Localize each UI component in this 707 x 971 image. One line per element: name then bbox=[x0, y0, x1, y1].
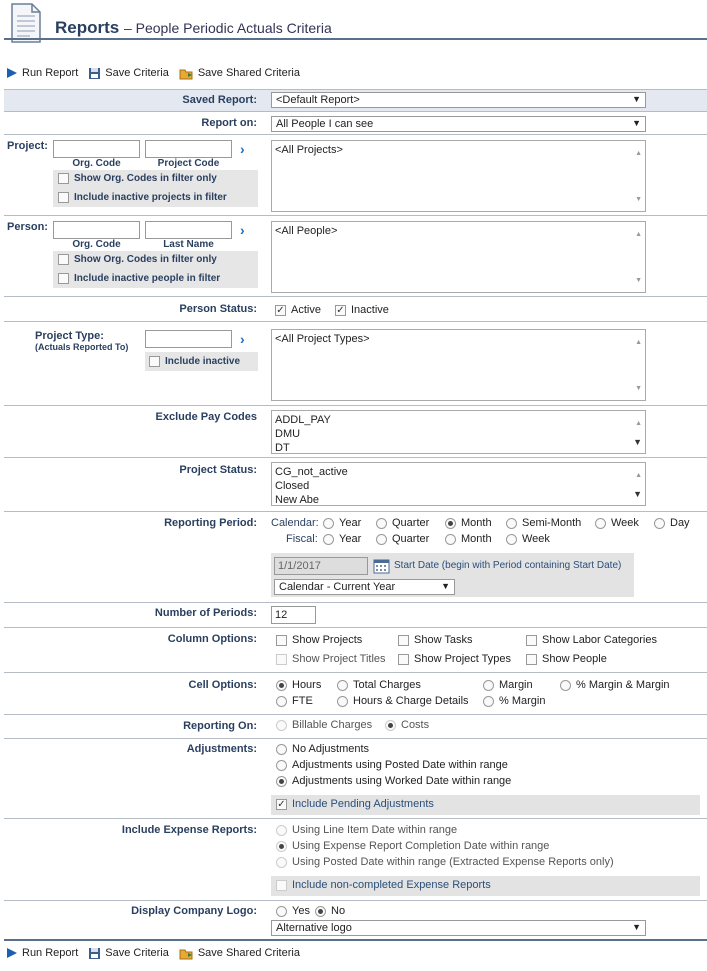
calendar-year-radio[interactable]: Year bbox=[323, 517, 361, 529]
cell-total-charges-radio[interactable]: Total Charges bbox=[337, 679, 421, 691]
cell-options-label: Cell Options: bbox=[188, 679, 257, 691]
play-icon bbox=[6, 947, 18, 959]
fiscal-month-radio[interactable]: Month bbox=[445, 533, 492, 545]
project-org-code-input[interactable] bbox=[53, 140, 140, 158]
scroll-down-icon: ▼ bbox=[635, 196, 642, 203]
saved-report-label: Saved Report: bbox=[182, 94, 257, 106]
run-report-button[interactable]: Run Report bbox=[6, 67, 78, 79]
calendar-quarter-radio[interactable]: Quarter bbox=[376, 517, 429, 529]
pay-codes-listbox[interactable] bbox=[271, 410, 646, 454]
calendar-icon[interactable] bbox=[373, 558, 390, 574]
project-status-label: Project Status: bbox=[179, 464, 257, 476]
person-org-code-input[interactable] bbox=[53, 221, 140, 239]
logo-no-radio[interactable]: No bbox=[315, 905, 345, 917]
floppy-disk-icon bbox=[88, 947, 101, 960]
cell-pct-margin-margin-radio[interactable]: % Margin & Margin bbox=[560, 679, 670, 691]
project-type-include-inactive-checkbox[interactable]: Include inactive bbox=[149, 356, 240, 367]
person-listbox[interactable]: <All People> ▲ ▼ bbox=[271, 221, 646, 293]
project-org-code-caption: Org. Code bbox=[72, 158, 121, 169]
billable-charges-radio[interactable]: Billable Charges bbox=[276, 719, 372, 731]
project-listbox[interactable]: <All Projects> ▲ ▼ bbox=[271, 140, 646, 212]
scroll-up-icon: ▲ bbox=[635, 150, 642, 157]
show-project-titles-checkbox[interactable]: Show Project Titles bbox=[276, 653, 386, 665]
alternative-logo-select[interactable]: Alternative logo ▼ bbox=[271, 920, 646, 936]
person-status-inactive-checkbox[interactable]: ✓ Inactive bbox=[336, 304, 389, 316]
fiscal-week-radio[interactable]: Week bbox=[506, 533, 550, 545]
project-type-input[interactable] bbox=[145, 330, 232, 348]
num-periods-label: Number of Periods: bbox=[154, 607, 257, 619]
chevron-down-icon: ▼ bbox=[441, 581, 450, 591]
project-type-label: Project Type: bbox=[35, 330, 104, 342]
adjustments-label: Adjustments: bbox=[186, 743, 257, 755]
project-type-listbox[interactable]: <All Project Types> ▲ ▼ bbox=[271, 329, 646, 401]
person-label: Person: bbox=[7, 221, 48, 233]
cell-pct-margin-radio[interactable]: % Margin bbox=[483, 695, 545, 707]
scroll-up-icon: ▲ bbox=[635, 231, 642, 238]
cell-hours-charge-details-radio[interactable]: Hours & Charge Details bbox=[337, 695, 469, 707]
person-status-active-checkbox[interactable]: ✓ Active bbox=[276, 304, 321, 316]
column-options-label: Column Options: bbox=[167, 633, 257, 645]
saved-report-select[interactable]: <Default Report> ▼ bbox=[271, 92, 646, 108]
adjustments-worked-date-radio[interactable]: Adjustments using Worked Date within range bbox=[276, 775, 511, 787]
logo-yes-radio[interactable]: Yes bbox=[276, 905, 310, 917]
fiscal-quarter-radio[interactable]: Quarter bbox=[376, 533, 429, 545]
report-on-select[interactable]: All People I can see ▼ bbox=[271, 116, 646, 132]
num-periods-input[interactable]: 12 bbox=[271, 606, 316, 624]
fiscal-year-radio[interactable]: Year bbox=[323, 533, 361, 545]
project-type-go-arrow-icon[interactable]: › bbox=[240, 331, 245, 347]
adjustments-posted-date-radio[interactable]: Adjustments using Posted Date within range bbox=[276, 759, 508, 771]
show-labor-categories-checkbox[interactable]: Show Labor Categories bbox=[526, 634, 657, 646]
include-inactive-projects-checkbox[interactable]: Include inactive projects in filter bbox=[58, 192, 227, 203]
scroll-down-icon: ▼ bbox=[635, 277, 642, 284]
show-projects-checkbox[interactable]: Show Projects bbox=[276, 634, 362, 646]
shared-folder-icon bbox=[179, 947, 194, 960]
report-on-label: Report on: bbox=[201, 117, 257, 129]
project-label: Project: bbox=[7, 140, 48, 152]
chevron-down-icon: ▼ bbox=[632, 922, 641, 932]
show-org-codes-person-checkbox[interactable]: Show Org. Codes in filter only bbox=[58, 254, 217, 265]
person-status-label: Person Status: bbox=[179, 303, 257, 315]
calendar-semimonth-radio[interactable]: Semi-Month bbox=[506, 517, 581, 529]
cell-margin-radio[interactable]: Margin bbox=[483, 679, 533, 691]
company-logo-label: Display Company Logo: bbox=[131, 905, 257, 917]
list-item[interactable]: ADDL_PAY bbox=[275, 414, 331, 426]
scroll-down-icon: ▼ bbox=[633, 437, 642, 447]
show-tasks-checkbox[interactable]: Show Tasks bbox=[398, 634, 473, 646]
scroll-up-icon: ▲ bbox=[635, 472, 642, 479]
show-people-checkbox[interactable]: Show People bbox=[526, 653, 607, 665]
calendar-month-radio[interactable]: Month bbox=[445, 517, 492, 529]
project-code-input[interactable] bbox=[145, 140, 232, 158]
include-non-completed-expense-checkbox[interactable]: Include non-completed Expense Reports bbox=[276, 879, 491, 891]
include-pending-adjustments-checkbox[interactable]: ✓ Include Pending Adjustments bbox=[277, 798, 434, 810]
fiscal-label: Fiscal: bbox=[286, 533, 318, 545]
header-divider bbox=[4, 38, 707, 40]
scroll-up-icon: ▲ bbox=[635, 339, 642, 346]
page-title: Reports – People Periodic Actuals Criteria bbox=[55, 18, 332, 37]
project-go-arrow-icon[interactable]: › bbox=[240, 141, 245, 157]
list-item[interactable]: DT bbox=[275, 442, 290, 454]
period-select[interactable]: Calendar - Current Year ▼ bbox=[274, 579, 455, 595]
list-item[interactable]: CG_not_active bbox=[275, 466, 348, 478]
start-date-note: Start Date (begin with Period containing Start Date) bbox=[394, 560, 622, 571]
list-item[interactable]: DMU bbox=[275, 428, 301, 440]
chevron-down-icon: ▼ bbox=[632, 94, 641, 104]
no-adjustments-radio[interactable]: No Adjustments bbox=[276, 743, 369, 755]
play-icon bbox=[6, 67, 18, 79]
scroll-down-icon: ▼ bbox=[633, 489, 642, 499]
cell-fte-radio[interactable]: FTE bbox=[276, 695, 313, 707]
project-status-listbox[interactable] bbox=[271, 462, 646, 506]
person-last-name-input[interactable] bbox=[145, 221, 232, 239]
toolbar-bottom bbox=[6, 945, 310, 961]
calendar-week-radio[interactable]: Week bbox=[595, 517, 639, 529]
save-criteria-button[interactable]: Save Criteria bbox=[88, 67, 169, 80]
save-shared-criteria-button[interactable]: Save Shared Criteria bbox=[179, 67, 300, 80]
toolbar-top bbox=[6, 65, 310, 81]
calendar-day-radio[interactable]: Day bbox=[654, 517, 690, 529]
expense-reports-label: Include Expense Reports: bbox=[121, 824, 257, 836]
expense-line-item-date-radio[interactable]: Using Line Item Date within range bbox=[276, 824, 457, 836]
list-item[interactable]: Closed bbox=[275, 480, 310, 492]
costs-radio[interactable]: Costs bbox=[385, 719, 429, 731]
expense-posted-date-radio[interactable]: Using Posted Date within range (Extracted Expense Reports only) bbox=[276, 856, 614, 868]
project-type-sublabel: (Actuals Reported To) bbox=[35, 342, 129, 352]
num-periods-row bbox=[4, 603, 707, 628]
save-shared-criteria-button[interactable]: Save Shared Criteria bbox=[179, 947, 300, 960]
person-last-name-caption: Last Name bbox=[163, 239, 214, 250]
scroll-down-icon: ▼ bbox=[635, 385, 642, 392]
show-org-codes-project-checkbox[interactable]: Show Org. Codes in filter only bbox=[58, 173, 217, 184]
expense-completion-date-radio[interactable]: Using Expense Report Completion Date within range bbox=[276, 840, 549, 852]
show-project-types-checkbox[interactable]: Show Project Types bbox=[398, 653, 511, 665]
scroll-up-icon: ▲ bbox=[635, 420, 642, 427]
start-date-input[interactable]: 1/1/2017 bbox=[274, 557, 368, 575]
include-inactive-people-checkbox[interactable]: Include inactive people in filter bbox=[58, 273, 220, 284]
calendar-label: Calendar: bbox=[271, 517, 319, 529]
reporting-on-label: Reporting On: bbox=[183, 720, 257, 732]
run-report-button[interactable]: Run Report bbox=[6, 947, 78, 959]
shared-folder-icon bbox=[179, 67, 194, 80]
project-code-caption: Project Code bbox=[157, 158, 220, 169]
cell-hours-radio[interactable]: Hours bbox=[276, 679, 321, 691]
save-criteria-button[interactable]: Save Criteria bbox=[88, 947, 169, 960]
reporting-period-label: Reporting Period: bbox=[164, 517, 257, 529]
floppy-disk-icon bbox=[88, 67, 101, 80]
person-go-arrow-icon[interactable]: › bbox=[240, 222, 245, 238]
pay-codes-label: Exclude Pay Codes bbox=[155, 411, 257, 423]
list-item[interactable]: New Abe bbox=[275, 494, 320, 506]
chevron-down-icon: ▼ bbox=[632, 118, 641, 128]
person-org-code-caption: Org. Code bbox=[72, 239, 121, 250]
